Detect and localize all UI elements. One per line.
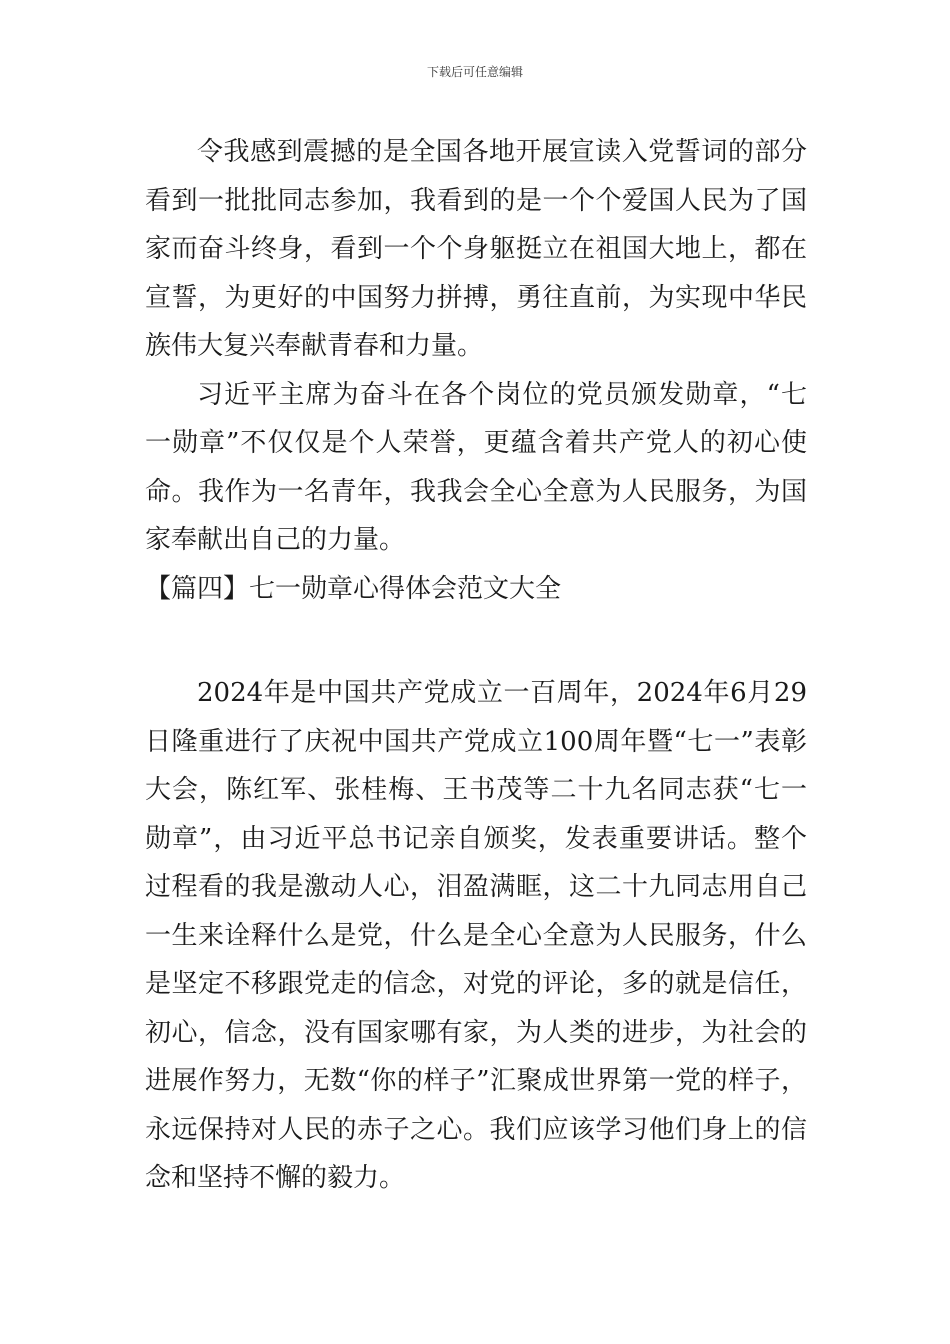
- paragraph-medal-award: 习近平主席为奋斗在各个岗位的党员颁发勋章，“七一勋章”不仅仅是个人荣誉，更蕴含着共产党人的初心使命。我作为一名青年，我我会全心全意为人民服务，为国家奉献出自己的力量。: [145, 379, 807, 555]
- page-header: 下载后可任意编辑: [426, 65, 523, 79]
- section-heading: 【篇四】七一勋章心得体会范文大全: [145, 573, 562, 604]
- section-spacer: [145, 613, 807, 669]
- paragraph-shock: 令我感到震撼的是全国各地开展宣读入党誓词的部分看到一批批同志参加，我看到的是一个个爱国人民为了国家而奋斗终身，看到一个个身躯挺立在祖国大地上，都在宣誓，为更好的中国努力拼搏，勇往直前，为实现中华民族伟大复兴奉献青春和力量。: [145, 137, 807, 361]
- document-body: [145, 128, 807, 1203]
- paragraph-centenary: 2024年是中国共产党成立一百周年，2024年6月29日隆重进行了庆祝中国共产党成立100周年暨“七一”表彰大会，陈红军、张桂梅、王书茂等二十九名同志获“七一勋章”，由习近平总书记亲自颁奖，发表重要讲话。整个过程看的我是激动人心，泪盈满眶，这二十九同志用自己一生来诠释什么是党，什么是全心全意为人民服务，什么是坚定不移跟党走的信念，对党的评论，多的就是信任，初心，信念，没有国家哪有家，为人类的进步，为社会的进展作努力，无数“你的样子”汇聚成世界第一党的样子，永远保持对人民的赤子之心。我们应该学习他们身上的信念和坚持不懈的毅力。: [145, 678, 807, 1193]
